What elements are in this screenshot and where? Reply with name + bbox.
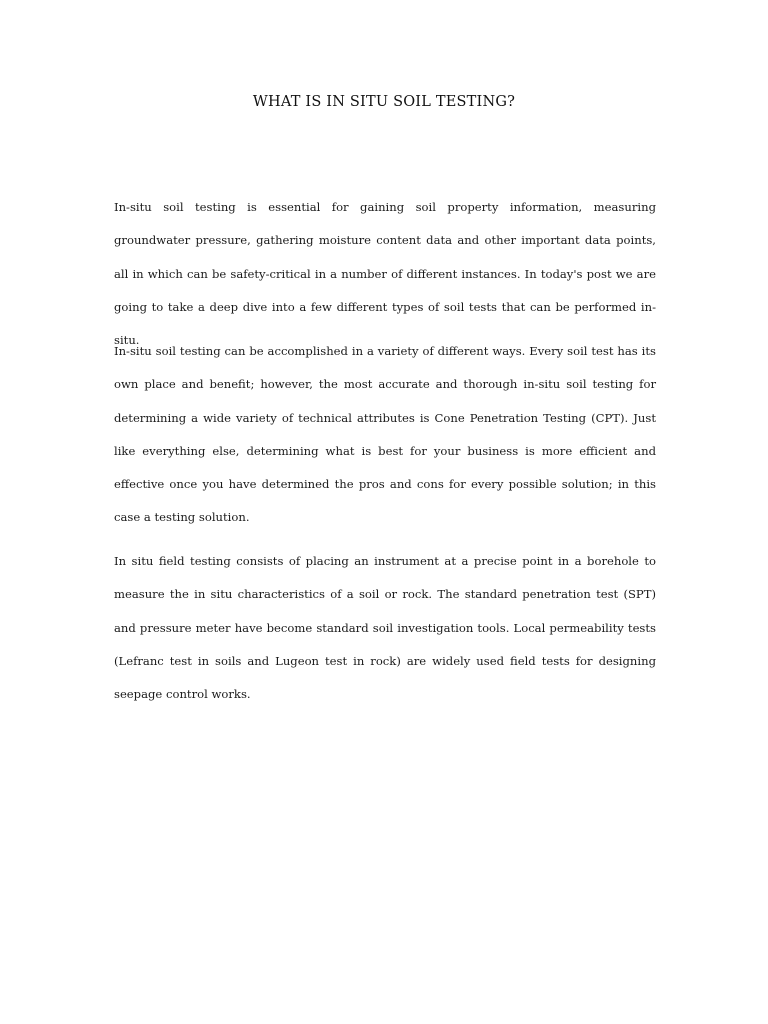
paragraph-field-testing: In situ field testing consists of placing an instrument at a precise point in a borehole to measure the in situ characteristics of a soil or rock. The standard penetration test (SPT) and pressure meter have become standard soil investigation tools. Local permeability tests (Lefranc test in soils and Lugeon test in rock) are widely used field tests for designing seepage control works. bbox=[114, 554, 656, 702]
paragraph-methods: In-situ soil testing can be accomplished in a variety of different ways. Every soil test has its own place and benefit; however, the most accurate and thorough in-situ soil testing for determining a wide variety of technical attributes is Cone Penetration Testing (CPT). Just like everything else, determining what is best for your business is more efficient and effective once you have determined the pros and cons for every possible solution; in this case a testing solution. bbox=[114, 344, 656, 525]
paragraph-intro: In-situ soil testing is essential for gaining soil property information, measuring groundwater pressure, gathering moisture content data and other important data points, all in which can be safety-critical in a number of different instances. In today's post we are going to take a deep dive into a few different types of soil tests that can be performed in-situ. bbox=[114, 200, 656, 348]
document-title: WHAT IS IN SITU SOIL TESTING? bbox=[252, 94, 516, 110]
